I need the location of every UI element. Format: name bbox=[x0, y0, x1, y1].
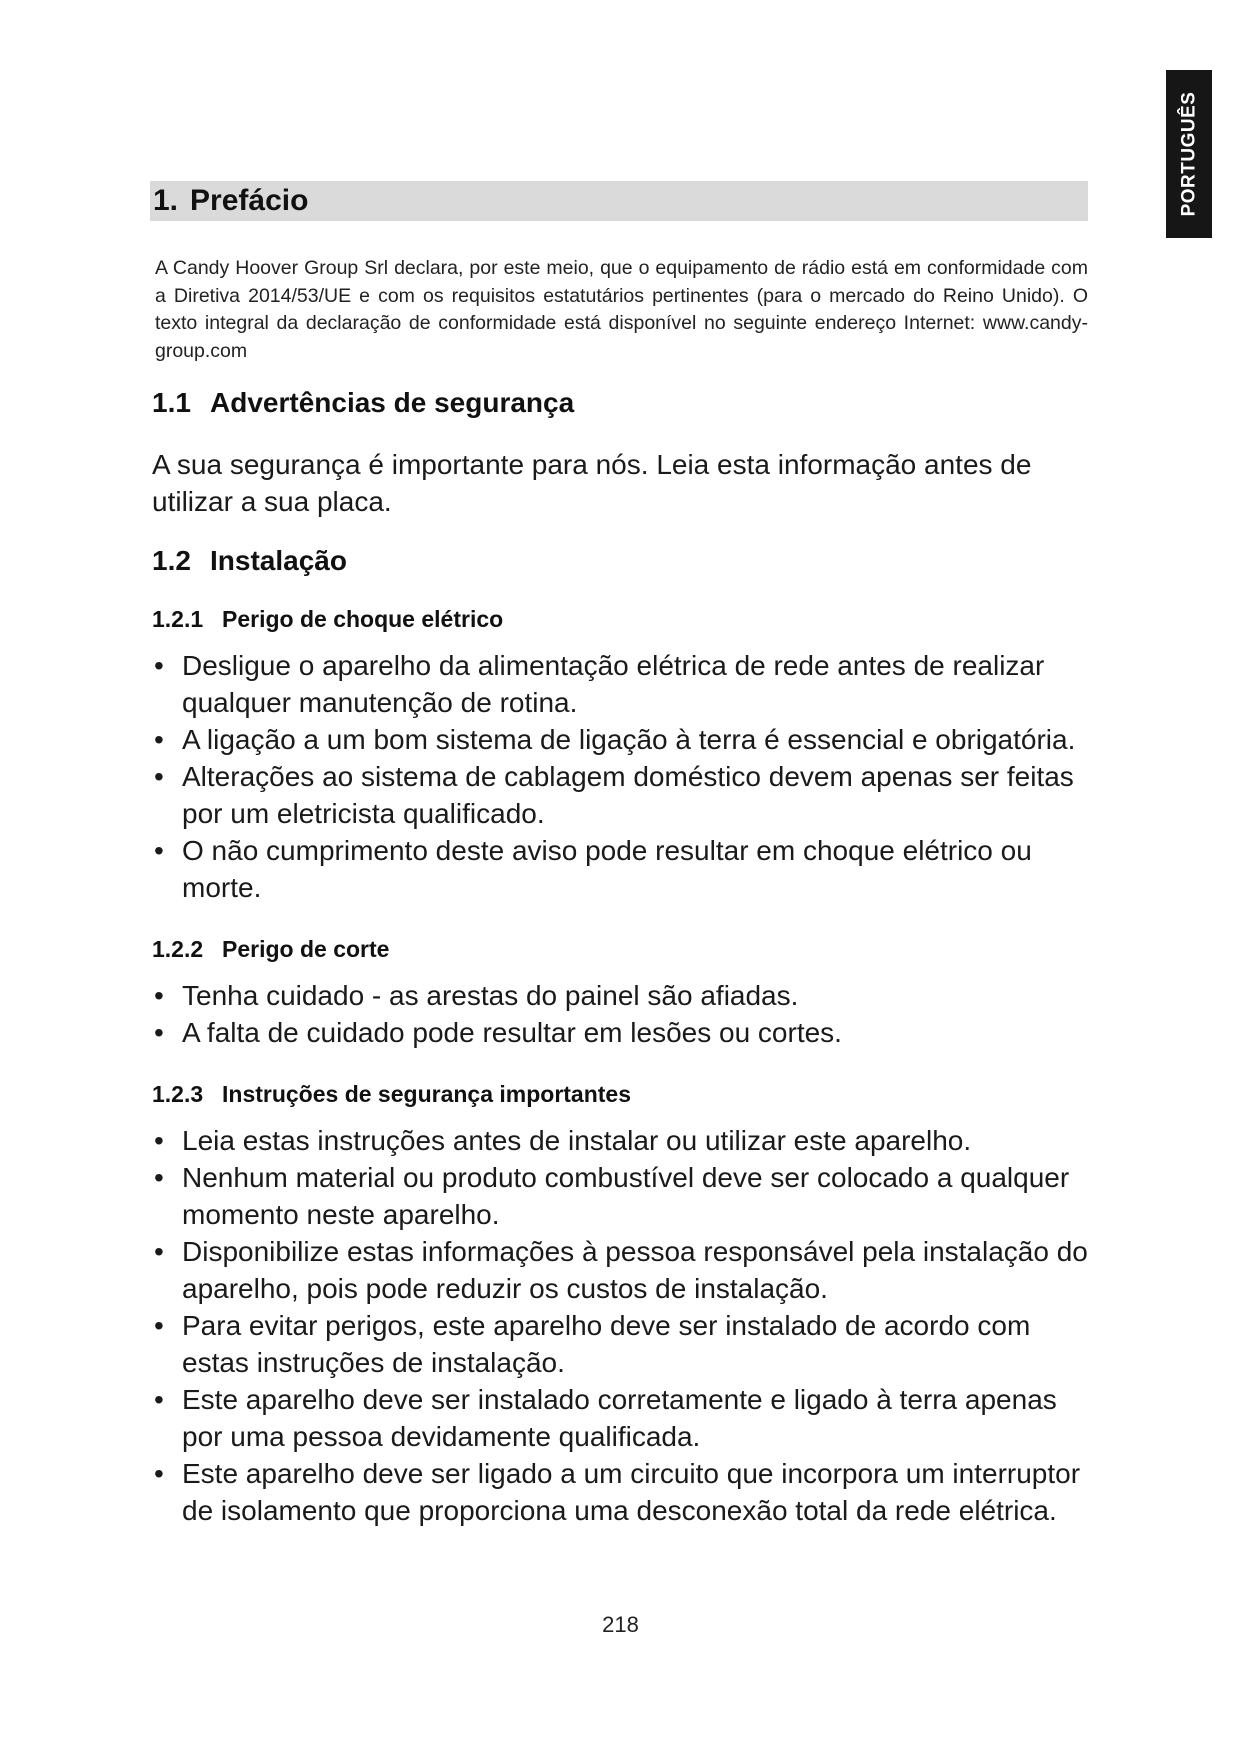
section-number: 1. bbox=[153, 184, 179, 217]
list-item-text: A falta de cuidado pode resultar em lesões ou cortes. bbox=[182, 1017, 842, 1048]
list-item bbox=[152, 1381, 1088, 1455]
list-item-text: Leia estas instruções antes de instalar ou utilizar este aparelho. bbox=[182, 1125, 972, 1156]
safety-heading-number: 1.1 bbox=[152, 387, 191, 418]
list-item bbox=[152, 1233, 1088, 1307]
list-item bbox=[152, 721, 1088, 758]
language-tab-label: PORTUGUÊS bbox=[1178, 91, 1200, 217]
bullet-icon: • bbox=[154, 1384, 164, 1415]
installation-heading bbox=[152, 545, 1088, 577]
installation-heading-title: Instalação bbox=[210, 545, 347, 576]
cut-hazard-heading bbox=[152, 936, 1088, 963]
list-item-text: Este aparelho deve ser instalado corretamente e ligado à terra apenas por uma pessoa devidamente qualificada. bbox=[182, 1384, 1057, 1452]
list-item-text: Desligue o aparelho da alimentação elétrica de rede antes de realizar qualquer manutenção de rotina. bbox=[182, 650, 1045, 718]
list-item-text: A ligação a um bom sistema de ligação à terra é essencial e obrigatória. bbox=[182, 724, 1076, 755]
bullet-icon: • bbox=[154, 650, 164, 681]
important-safety-heading-title: Instruções de segurança importantes bbox=[222, 1081, 632, 1107]
list-item-text: Disponibilize estas informações à pessoa responsável pela instalação do aparelho, pois pode reduzir os custos de instalação. bbox=[182, 1236, 1088, 1304]
bullet-icon: • bbox=[154, 1125, 164, 1156]
section-heading-bar bbox=[150, 181, 1088, 221]
list-item-text: Alterações ao sistema de cablagem doméstico devem apenas ser feitas por um eletricista qualificado. bbox=[182, 761, 1074, 829]
list-item bbox=[152, 758, 1088, 832]
list-item bbox=[152, 1122, 1088, 1159]
cut-hazard-heading-number: 1.2.2 bbox=[152, 936, 204, 962]
important-safety-heading-number: 1.2.3 bbox=[152, 1081, 204, 1107]
section-title: Prefácio bbox=[190, 184, 309, 217]
list-item bbox=[152, 977, 1088, 1014]
electric-shock-heading bbox=[152, 606, 1088, 633]
cut-hazard-list bbox=[152, 977, 1088, 1051]
list-item-text: Nenhum material ou produto combustível deve ser colocado a qualquer momento neste aparelho. bbox=[182, 1162, 1070, 1230]
language-tab bbox=[1166, 70, 1212, 238]
list-item bbox=[152, 832, 1088, 906]
bullet-icon: • bbox=[154, 1458, 164, 1489]
bullet-icon: • bbox=[154, 1162, 164, 1193]
page-content bbox=[152, 181, 1088, 1529]
list-item bbox=[152, 1307, 1088, 1381]
list-item-text: O não cumprimento deste aviso pode resultar em choque elétrico ou morte. bbox=[182, 835, 1032, 903]
installation-heading-number: 1.2 bbox=[152, 545, 191, 576]
page-number: 218 bbox=[602, 1612, 639, 1637]
list-item bbox=[152, 1455, 1088, 1529]
safety-heading-title: Advertências de segurança bbox=[210, 387, 575, 418]
safety-paragraph: A sua segurança é importante para nós. Leia esta informação antes de utilizar a sua placa. bbox=[152, 449, 1032, 517]
important-safety-heading bbox=[152, 1081, 1088, 1108]
list-item-text: Para evitar perigos, este aparelho deve ser instalado de acordo com estas instruções de instalação. bbox=[182, 1310, 1031, 1378]
bullet-icon: • bbox=[154, 724, 164, 755]
list-item bbox=[152, 1159, 1088, 1233]
declaration-paragraph: A Candy Hoover Group Srl declara, por este meio, que o equipamento de rádio está em conformidade com a Diretiva 2014/53/UE e com os requisitos estatutários pertinentes (para o mercado do Reino Unido). O texto integral da declaração de conformidade está disponível no seguinte endereço Internet: www.candy-group.com bbox=[155, 257, 1088, 362]
bullet-icon: • bbox=[154, 1236, 164, 1267]
electric-shock-heading-title: Perigo de choque elétrico bbox=[222, 606, 504, 632]
safety-heading bbox=[152, 387, 1088, 419]
electric-shock-list bbox=[152, 647, 1088, 906]
electric-shock-heading-number: 1.2.1 bbox=[152, 606, 204, 632]
list-item bbox=[152, 647, 1088, 721]
bullet-icon: • bbox=[154, 980, 164, 1011]
list-item-text: Este aparelho deve ser ligado a um circuito que incorpora um interruptor de isolamento que proporciona uma desconexão total da rede elétrica. bbox=[182, 1458, 1081, 1526]
important-safety-list bbox=[152, 1122, 1088, 1529]
bullet-icon: • bbox=[154, 835, 164, 866]
bullet-icon: • bbox=[154, 761, 164, 792]
cut-hazard-heading-title: Perigo de corte bbox=[222, 936, 390, 962]
list-item-text: Tenha cuidado - as arestas do painel são afiadas. bbox=[182, 980, 799, 1011]
bullet-icon: • bbox=[154, 1017, 164, 1048]
bullet-icon: • bbox=[154, 1310, 164, 1341]
list-item bbox=[152, 1014, 1088, 1051]
